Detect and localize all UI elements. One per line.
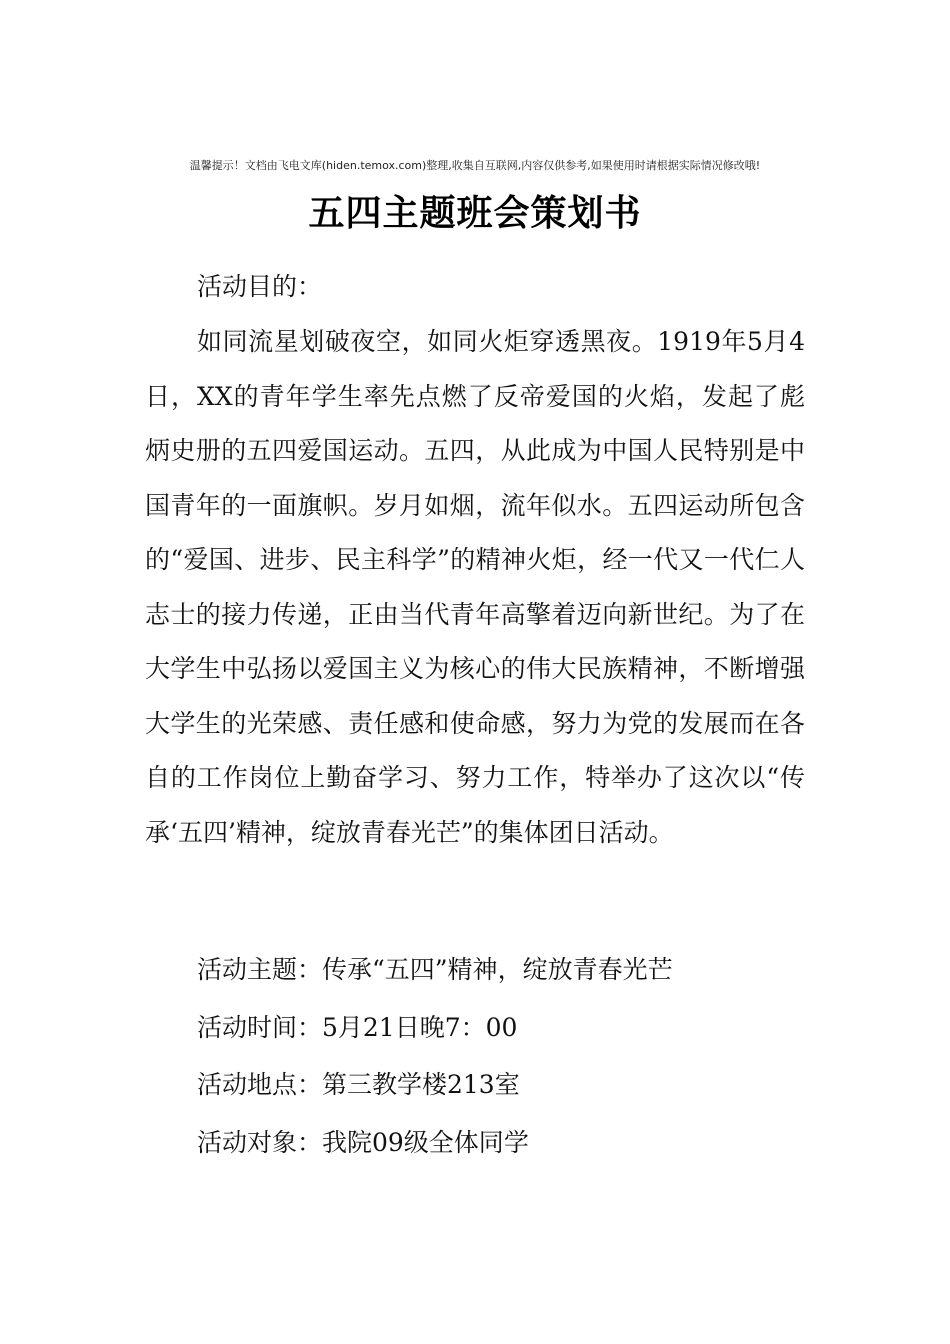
- document-title: 五四主题班会策划书: [308, 193, 642, 234]
- purpose-label: [145, 260, 805, 315]
- activity-audience: 活动对象：我院09级全体同学: [197, 1128, 529, 1157]
- activity-place: 活动地点：第三教学楼213室: [197, 1070, 520, 1099]
- activity-time: 活动时间：5月21日晚7：00: [197, 1013, 518, 1042]
- purpose-label-text: 活动目的：: [197, 272, 323, 301]
- activity-theme: 活动主题：传承“五四”精神，绽放青春光芒: [197, 955, 673, 984]
- purpose-paragraph: 如同流星划破夜空，如同火炬穿透黑夜。1919年5月4日，XX的青年学生率先点燃了反帝爱国的火焰，发起了彪炳史册的五四爱国运动。五四，从此成为中国人民特别是中国青年的一面旗帜。岁月如烟，流年似水。五四运动所包含的“爱国、进步、民主科学”的精神火炬，经一代又一代仁人志士的接力传递，正由当代青年高擎着迈向新世纪。为了在大学生中弘扬以爱国主义为核心的伟大民族精神，不断增强大学生的光荣感、责任感和使命感，努力为党的发展而在各自的工作岗位上勤奋学习、努力工作，特举办了这次以“传承‘五四’精神，绽放青春光芒”的集体团日活动。: [145, 327, 805, 847]
- source-notice: 温馨提示！文档由飞电文库(hiden.temox.com)整理,收集自互联网,内容仅供参考,如果使用时请根据实际情况修改哦!: [189, 159, 761, 172]
